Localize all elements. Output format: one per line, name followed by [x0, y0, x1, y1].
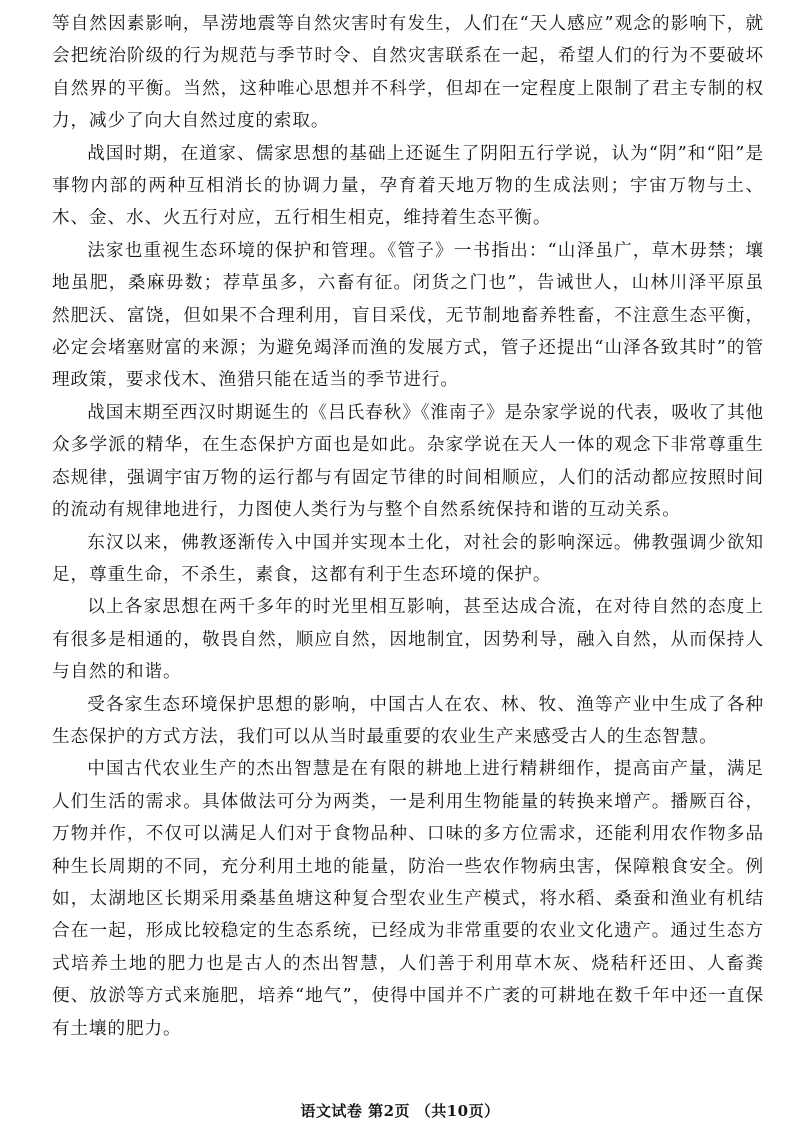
paragraph-yin-yang: 战国时期，在道家、儒家思想的基础上还诞生了阴阳五行学说，认为“阴”和“阳”是事物内部的两种互相消长的协调力量，孕育着天地万物的生成法则；宇宙万物与土、木、金、水、火五行对应，五行相生相克，维持着生态平衡。	[52, 143, 764, 229]
paragraph-buddhism: 东汉以来，佛教逐渐传入中国并实现本土化，对社会的影响深远。佛教强调少欲知足，尊重生命，不杀生，素食，这都有利于生态环境的保护。	[52, 532, 764, 585]
paragraph-eclectics: 战国末期至西汉时期诞生的《吕氏春秋》《淮南子》是杂家学说的代表，吸收了其他众多学派的精华，在生态保护方面也是如此。杂家学说在天人一体的观念下非常尊重生态规律，强调宇宙万物的运行都与有固定节律的时间相顺应，人们的活动都应按照时间的流动有规律地进行，力图使人类行为与整个自然系统保持和谐的互动关系。	[52, 402, 764, 521]
page-footer: 语文试卷 第2页 （共10页）	[300, 1102, 500, 1120]
paragraph-legalism: 法家也重视生态环境的保护和管理。《管子》一书指出：“山泽虽广，草木毋禁；壤地虽肥，桑麻毋数；荐草虽多，六畜有征。闭货之门也”，告诫世人，山林川泽平原虽然肥沃、富饶，但如果不合理利用，盲目采伐，无节制地畜养牲畜，不注意生态平衡，必定会堵塞财富的来源；为避免竭泽而渔的发展方式，管子还提出“山泽各致其时”的管理政策，要求伐木、渔猎只能在适当的季节进行。	[52, 240, 764, 391]
page-body	[52, 8, 764, 1045]
paragraph-continuation: 等自然因素影响，旱涝地震等自然灾害时有发生，人们在“天人感应”观念的影响下，就会把统治阶级的行为规范与季节时令、自然灾害联系在一起，希望人们的行为不要破坏自然界的平衡。当然，这种唯心思想并不科学，但却在一定程度上限制了君主专制的权力，减少了向大自然过度的索取。	[52, 14, 764, 132]
paragraph-synthesis: 以上各家思想在两千多年的时光里相互影响，甚至达成合流，在对待自然的态度上有很多是相通的，敬畏自然，顺应自然，因地制宜，因势利导，融入自然，从而保持人与自然的和谐。	[52, 597, 764, 683]
paragraph-industries: 受各家生态环境保护思想的影响，中国古人在农、林、牧、渔等产业中生成了各种生态保护的方式方法，我们可以从当时最重要的农业生产来感受古人的生态智慧。	[52, 694, 764, 747]
paragraph-agriculture: 中国古代农业生产的杰出智慧是在有限的耕地上进行精耕细作，提高亩产量，满足人们生活的需求。具体做法可分为两类，一是利用生物能量的转换来增产。播厥百谷，万物并作，不仅可以满足人们对于食物品种、口味的多方位需求，还能利用农作物多品种生长周期的不同，充分利用土地的能量，防治一些农作物病虫害，保障粮食安全。例如，太湖地区长期采用桑基鱼塘这种复合型农业生产模式，将水稻、桑蚕和渔业有机结合在一起，形成比较稳定的生态系统，已经成为非常重要的农业文化遗产。通过生态方式培养土地的肥力也是古人的杰出智慧，人们善于利用草木灰、烧秸秆还田、人畜粪便、放淤等方式来施肥，培养“地气”，使得中国并不广袤的可耕地在数千年中还一直保有土壤的肥力。	[52, 759, 764, 1039]
